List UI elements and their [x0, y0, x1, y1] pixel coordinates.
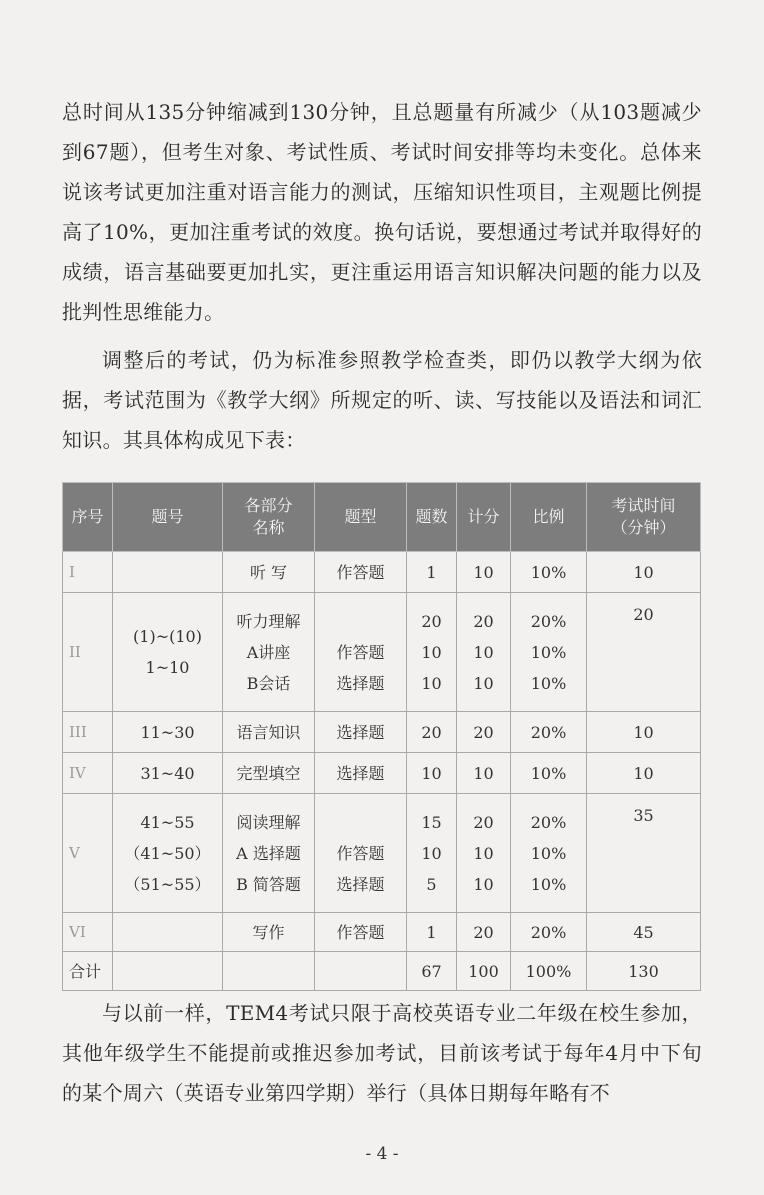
cell-ratio: 20% [511, 913, 587, 952]
cell-seq: V [63, 794, 113, 913]
cell-time: 35 [587, 794, 701, 913]
table-total-row [63, 952, 701, 991]
cell-part: 语言知识 [223, 712, 315, 753]
cell-type: 作答题 [315, 552, 407, 593]
paragraph-2: 调整后的考试，仍为标准参照教学检查类，即仍以教学大纲为依据，考试范围为《教学大纲》所规定的听、读、写技能以及语法和词汇知识。其具体构成见下表： [62, 348, 702, 452]
cell-seq: VI [63, 913, 113, 952]
table-row [63, 593, 701, 712]
cell-seq: I [63, 552, 113, 593]
table-header-row [63, 483, 701, 552]
cell-part: 阅读理解 A 选择题 B 简答题 [223, 794, 315, 913]
cell-type: 选择题 [315, 753, 407, 794]
cell-total-score: 100 [457, 952, 511, 991]
table-row [63, 913, 701, 952]
cell-count: 10 [407, 753, 457, 794]
cell-part: 写作 [223, 913, 315, 952]
cell-count: 20 [407, 712, 457, 753]
header-count: 题数 [407, 483, 457, 552]
header-part: 各部分 名称 [223, 483, 315, 552]
cell-time: 10 [587, 753, 701, 794]
cell-total-count: 67 [407, 952, 457, 991]
cell-score: 20 10 10 [457, 593, 511, 712]
cell-score: 10 [457, 753, 511, 794]
cell-time: 10 [587, 552, 701, 593]
cell-empty [315, 952, 407, 991]
cell-type: 作答题 选择题 [315, 794, 407, 913]
cell-qno [113, 913, 223, 952]
cell-type: 选择题 [315, 712, 407, 753]
cell-qno [113, 552, 223, 593]
cell-seq: III [63, 712, 113, 753]
table-row [63, 753, 701, 794]
cell-time: 20 [587, 593, 701, 712]
table-row [63, 552, 701, 593]
cell-score: 20 [457, 913, 511, 952]
cell-qno: 31~40 [113, 753, 223, 794]
cell-seq: II [63, 593, 113, 712]
cell-seq: IV [63, 753, 113, 794]
cell-empty [223, 952, 315, 991]
cell-count: 20 10 10 [407, 593, 457, 712]
cell-time: 10 [587, 712, 701, 753]
header-ratio: 比例 [511, 483, 587, 552]
cell-ratio: 20% [511, 712, 587, 753]
cell-part: 听力理解 A讲座 B会话 [223, 593, 315, 712]
cell-ratio: 10% [511, 753, 587, 794]
cell-qno: (1)~(10) 1~10 [113, 593, 223, 712]
cell-ratio: 10% [511, 552, 587, 593]
cell-count: 1 [407, 552, 457, 593]
cell-empty [113, 952, 223, 991]
cell-count: 1 [407, 913, 457, 952]
cell-type: 作答题 [315, 913, 407, 952]
header-qno: 题号 [113, 483, 223, 552]
header-time: 考试时间 （分钟） [587, 483, 701, 552]
cell-total-time: 130 [587, 952, 701, 991]
cell-qno: 11~30 [113, 712, 223, 753]
table-row [63, 712, 701, 753]
paragraph-3: 与以前一样，TEM4考试只限于高校英语专业二年级在校生参加，其他年级学生不能提前或推迟参加考试，目前该考试于每年4月中下旬的某个周六（英语专业第四学期）举行（具体日期每年略有不 [62, 1001, 702, 1105]
cell-score: 20 [457, 712, 511, 753]
cell-score: 10 [457, 552, 511, 593]
cell-time: 45 [587, 913, 701, 952]
cell-score: 20 10 10 [457, 794, 511, 913]
cell-total-ratio: 100% [511, 952, 587, 991]
exam-structure-table [62, 482, 701, 991]
cell-type: 作答题 选择题 [315, 593, 407, 712]
paragraph-1: 总时间从135分钟缩减到130分钟，且总题量有所减少（从103题减少到67题），但考生对象、考试性质、考试时间安排等均未变化。总体来说该考试更加注重对语言能力的测试，压缩知识性项目，主观题比例提高了10%，更加注重考试的效度。换句话说，要想通过考试并取得好的成绩，语言基础要更加扎实，更注重运用语言知识解决问题的能力以及批判性思维能力。 [62, 100, 702, 324]
header-score: 计分 [457, 483, 511, 552]
cell-count: 15 10 5 [407, 794, 457, 913]
cell-qno: 41~55 （41~50） （51~55） [113, 794, 223, 913]
cell-ratio: 20% 10% 10% [511, 593, 587, 712]
cell-part: 听 写 [223, 552, 315, 593]
header-type: 题型 [315, 483, 407, 552]
page-number: - 4 - [365, 1144, 399, 1164]
cell-ratio: 20% 10% 10% [511, 794, 587, 913]
header-seq: 序号 [63, 483, 113, 552]
cell-part: 完型填空 [223, 753, 315, 794]
table-row [63, 794, 701, 913]
cell-total-label: 合计 [63, 952, 113, 991]
